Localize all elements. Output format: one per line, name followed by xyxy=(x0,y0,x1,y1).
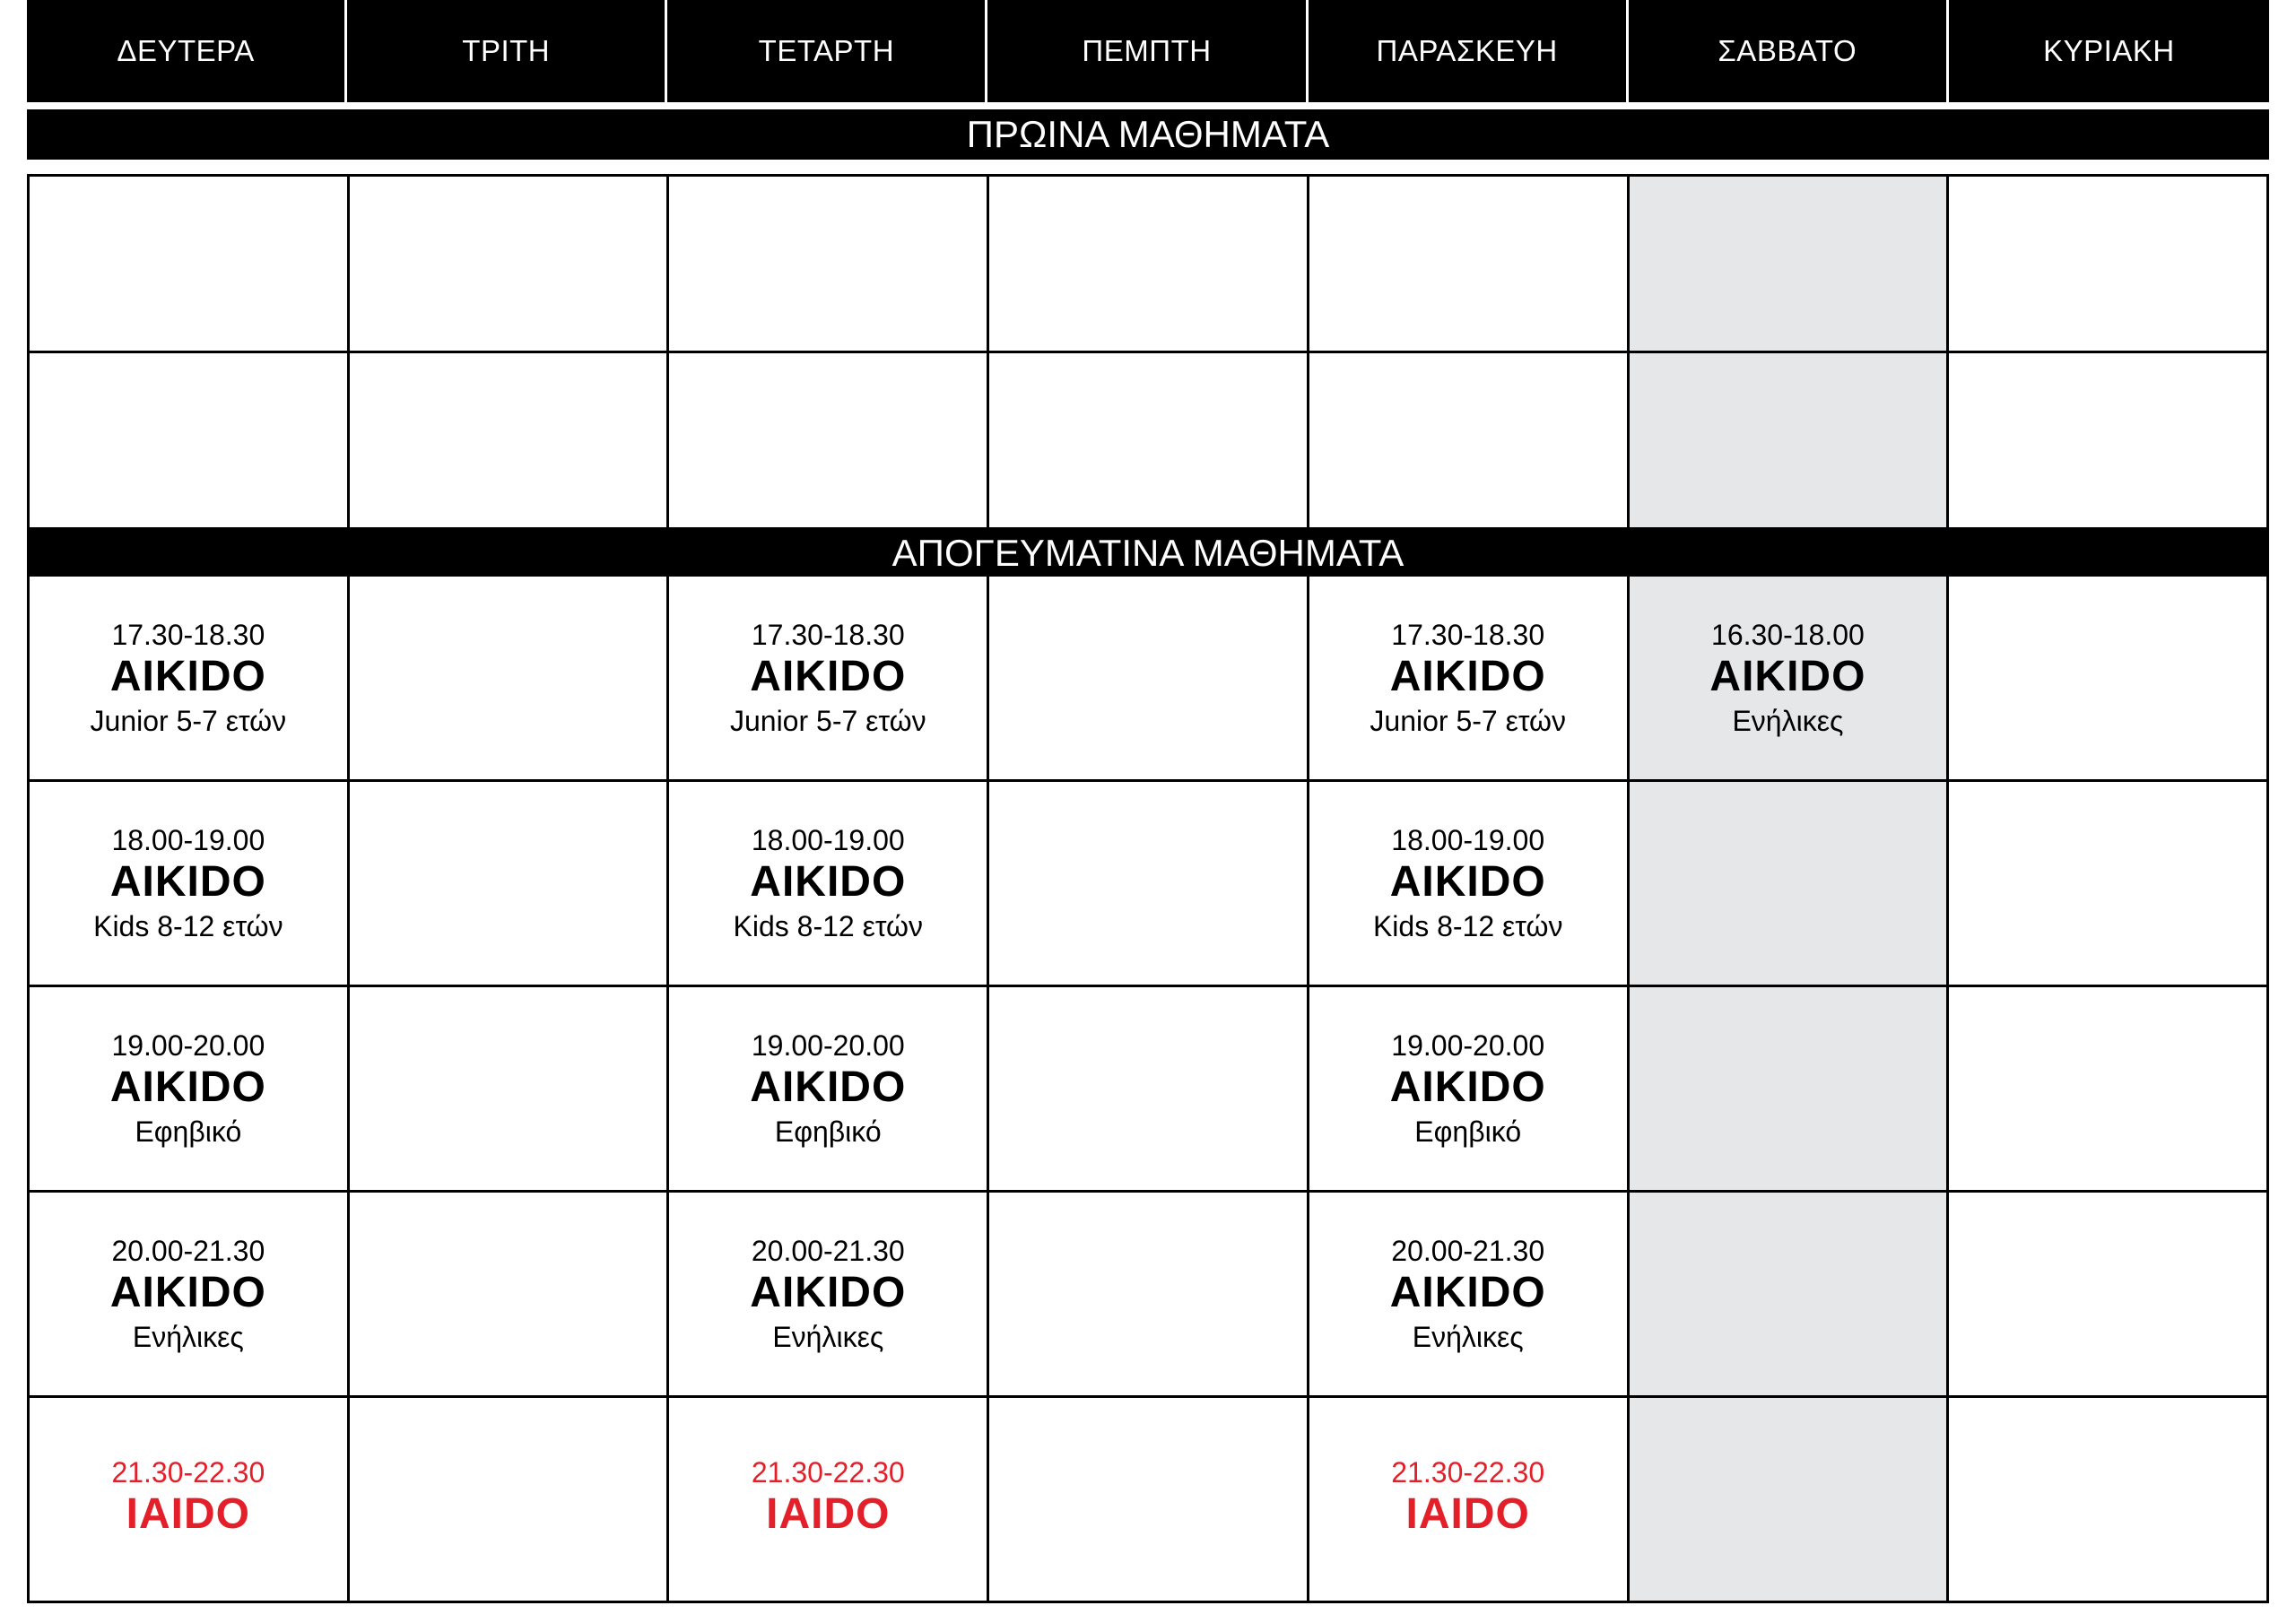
class-name: AIKIDO xyxy=(1389,858,1546,906)
morning-cell xyxy=(669,353,989,530)
class-name: AIKIDO xyxy=(1389,653,1546,700)
class-time: 18.00-19.00 xyxy=(751,824,905,856)
empty-cell xyxy=(1949,782,2269,987)
morning-cell xyxy=(1309,177,1630,353)
class-time: 20.00-21.30 xyxy=(751,1235,905,1267)
class-name: IAIDO xyxy=(766,1490,891,1538)
class-cell xyxy=(669,987,989,1193)
afternoon-classes-title: ΑΠΟΓΕΥΜΑΤΙΝΑ ΜΑΘΗΜΑΤΑ xyxy=(27,530,2269,577)
class-cell xyxy=(30,987,350,1193)
class-level: Kids 8-12 ετών xyxy=(93,910,283,942)
iaido-cell xyxy=(30,1398,350,1603)
class-cell xyxy=(669,782,989,987)
morning-cell xyxy=(989,353,1309,530)
class-cell xyxy=(1309,782,1630,987)
empty-cell xyxy=(989,1193,1309,1398)
empty-cell xyxy=(350,1193,670,1398)
morning-cell xyxy=(30,177,350,353)
class-cell xyxy=(1309,987,1630,1193)
class-cell xyxy=(30,577,350,782)
class-name: AIKIDO xyxy=(1709,653,1866,700)
afternoon-grid xyxy=(27,577,2269,1398)
class-level: Ενήλικες xyxy=(1732,705,1844,737)
empty-cell xyxy=(350,987,670,1193)
class-name: AIKIDO xyxy=(750,858,907,906)
morning-cell xyxy=(1949,353,2269,530)
class-cell xyxy=(30,782,350,987)
class-time: 19.00-20.00 xyxy=(1391,1029,1545,1062)
empty-cell xyxy=(350,782,670,987)
class-cell-saturday xyxy=(1630,577,1950,782)
day-header-row xyxy=(27,0,2269,102)
morning-grid xyxy=(27,174,2269,530)
class-time: 21.30-22.30 xyxy=(111,1456,265,1488)
class-name: AIKIDO xyxy=(109,1063,266,1111)
class-time: 19.00-20.00 xyxy=(111,1029,265,1062)
morning-cell xyxy=(1949,177,2269,353)
day-friday: ΠΑΡΑΣΚΕΥΗ xyxy=(1309,0,1629,102)
class-time: 21.30-22.30 xyxy=(1391,1456,1545,1488)
empty-cell xyxy=(989,1398,1309,1603)
class-time: 17.30-18.30 xyxy=(751,619,905,651)
day-tuesday: ΤΡΙΤΗ xyxy=(347,0,667,102)
day-sunday: ΚΥΡΙΑΚΗ xyxy=(1949,0,2269,102)
empty-cell-saturday xyxy=(1630,1398,1950,1603)
class-name: AIKIDO xyxy=(1389,1063,1546,1111)
iaido-cell xyxy=(1309,1398,1630,1603)
class-level: Junior 5-7 ετών xyxy=(729,705,926,737)
class-level: Kids 8-12 ετών xyxy=(733,910,924,942)
class-level: Ενήλικες xyxy=(772,1321,884,1353)
empty-cell-saturday xyxy=(1630,987,1950,1193)
afternoon-grid-last-row xyxy=(27,1398,2269,1603)
day-monday: ΔΕΥΤΕΡΑ xyxy=(27,0,347,102)
morning-cell-saturday xyxy=(1630,353,1950,530)
empty-cell xyxy=(989,782,1309,987)
class-time: 18.00-19.00 xyxy=(1391,824,1545,856)
class-name: AIKIDO xyxy=(109,1269,266,1316)
empty-cell xyxy=(350,577,670,782)
empty-cell-saturday xyxy=(1630,1193,1950,1398)
day-saturday: ΣΑΒΒΑΤΟ xyxy=(1629,0,1949,102)
empty-cell xyxy=(989,987,1309,1193)
class-cell xyxy=(30,1193,350,1398)
class-cell xyxy=(669,577,989,782)
morning-cell xyxy=(30,353,350,530)
class-name: AIKIDO xyxy=(750,1063,907,1111)
class-cell xyxy=(1309,1193,1630,1398)
empty-cell xyxy=(989,577,1309,782)
class-time: 17.30-18.30 xyxy=(1391,619,1545,651)
class-time: 20.00-21.30 xyxy=(111,1235,265,1267)
class-name: IAIDO xyxy=(126,1490,251,1538)
class-time: 16.30-18.00 xyxy=(1711,619,1865,651)
class-time: 17.30-18.30 xyxy=(111,619,265,651)
empty-cell xyxy=(1949,1193,2269,1398)
class-name: AIKIDO xyxy=(109,653,266,700)
day-wednesday: ΤΕΤΑΡΤΗ xyxy=(667,0,987,102)
class-level: Ενήλικες xyxy=(132,1321,244,1353)
day-thursday: ΠΕΜΠΤΗ xyxy=(987,0,1308,102)
empty-cell xyxy=(1949,1398,2269,1603)
weekly-schedule xyxy=(27,0,2269,1603)
class-level: Kids 8-12 ετών xyxy=(1372,910,1563,942)
empty-cell xyxy=(350,1398,670,1603)
class-time: 18.00-19.00 xyxy=(111,824,265,856)
morning-cell xyxy=(1309,353,1630,530)
empty-cell-saturday xyxy=(1630,782,1950,987)
class-level: Εφηβικό xyxy=(135,1115,242,1148)
morning-cell xyxy=(350,177,670,353)
morning-cell xyxy=(669,177,989,353)
morning-cell xyxy=(989,177,1309,353)
iaido-cell xyxy=(669,1398,989,1603)
class-time: 21.30-22.30 xyxy=(751,1456,905,1488)
morning-classes-title: ΠΡΩΙΝΑ ΜΑΘΗΜΑΤΑ xyxy=(27,109,2269,160)
class-name: AIKIDO xyxy=(750,653,907,700)
class-name: IAIDO xyxy=(1405,1490,1530,1538)
class-level: Junior 5-7 ετών xyxy=(1370,705,1567,737)
empty-cell xyxy=(1949,987,2269,1193)
class-name: AIKIDO xyxy=(750,1269,907,1316)
class-level: Junior 5-7 ετών xyxy=(90,705,287,737)
class-cell xyxy=(1309,577,1630,782)
class-name: AIKIDO xyxy=(109,858,266,906)
class-time: 19.00-20.00 xyxy=(751,1029,905,1062)
class-time: 20.00-21.30 xyxy=(1391,1235,1545,1267)
class-level: Ενήλικες xyxy=(1412,1321,1524,1353)
morning-cell xyxy=(350,353,670,530)
empty-cell xyxy=(1949,577,2269,782)
class-cell xyxy=(669,1193,989,1398)
class-level: Εφηβικό xyxy=(774,1115,882,1148)
morning-cell-saturday xyxy=(1630,177,1950,353)
class-name: AIKIDO xyxy=(1389,1269,1546,1316)
class-level: Εφηβικό xyxy=(1414,1115,1522,1148)
